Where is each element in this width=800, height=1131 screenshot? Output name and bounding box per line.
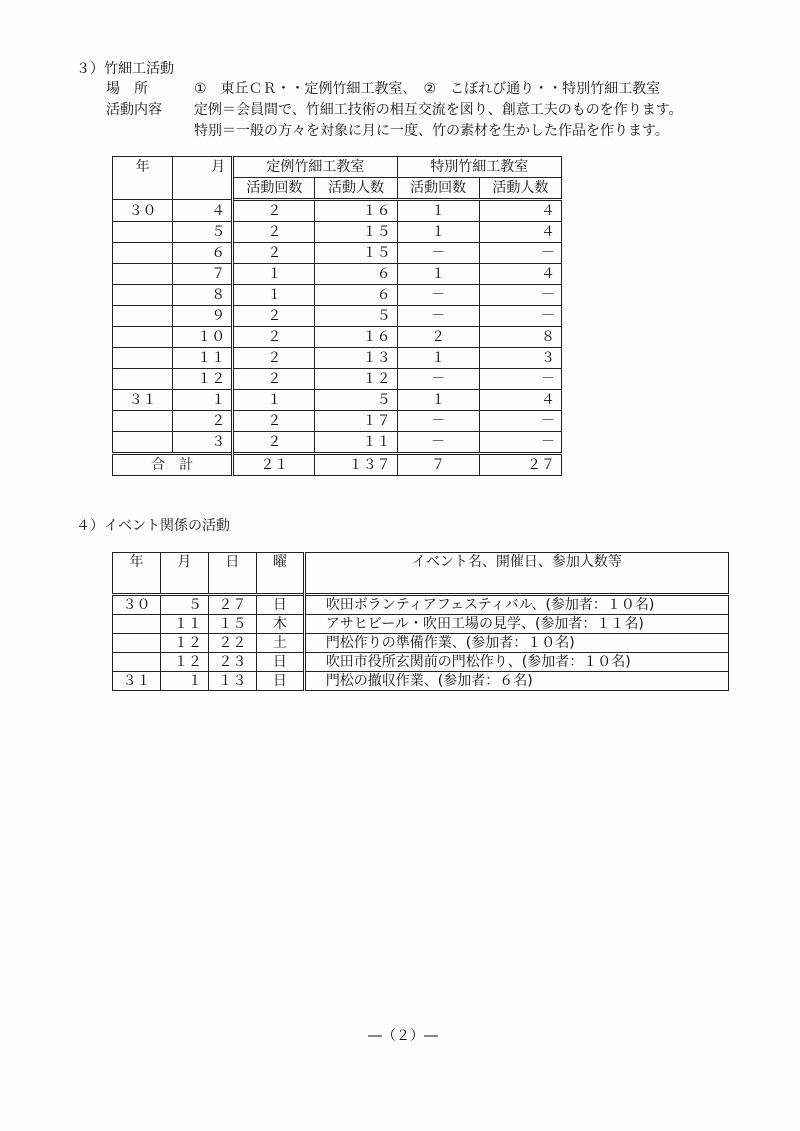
row-month: １ xyxy=(173,390,233,411)
row-regular-people: ６ xyxy=(315,264,397,285)
event-weekday: 日 xyxy=(256,595,304,615)
total-row xyxy=(113,454,562,476)
row-regular-count: ２ xyxy=(233,327,315,348)
table-row xyxy=(113,222,562,243)
section3-title: ３）竹細工活動 xyxy=(76,61,174,77)
header-regular-count: 活動回数 xyxy=(233,178,315,200)
row-year xyxy=(113,285,173,306)
place-text: ① 東丘ＣＲ・・定例竹細工教室、 ② こぼれび通り・・特別竹細工教室 xyxy=(194,81,661,97)
event-year xyxy=(113,634,161,653)
row-month: ２ xyxy=(173,411,233,432)
row-month: ５ xyxy=(173,222,233,243)
row-special-people: － xyxy=(479,369,561,390)
row-special-people: － xyxy=(479,411,561,432)
row-special-count: － xyxy=(397,306,479,327)
event-header-weekday: 曜 xyxy=(256,553,304,595)
row-year xyxy=(113,306,173,327)
row-year xyxy=(113,369,173,390)
row-special-count: － xyxy=(397,411,479,432)
row-year xyxy=(113,348,173,369)
row-month: ８ xyxy=(173,285,233,306)
event-description: アサヒビール・吹田工場の見学、(参加者：１１名) xyxy=(304,615,728,634)
row-special-people: － xyxy=(479,243,561,264)
table-row xyxy=(113,243,562,264)
total-special-people: ２７ xyxy=(479,454,561,476)
row-regular-count: ２ xyxy=(233,306,315,327)
row-special-count: － xyxy=(397,369,479,390)
row-month: １２ xyxy=(173,369,233,390)
row-special-people: － xyxy=(479,432,561,454)
row-year xyxy=(113,411,173,432)
row-regular-people: １５ xyxy=(315,222,397,243)
header-year: 年 xyxy=(113,157,173,200)
row-regular-people: １２ xyxy=(315,369,397,390)
row-special-count: １ xyxy=(397,222,479,243)
event-year xyxy=(113,615,161,634)
event-row xyxy=(113,672,729,691)
row-year: ３１ xyxy=(113,390,173,411)
event-description: 吹田ボランティアフェスティバル、(参加者：１０名) xyxy=(304,595,728,615)
row-regular-count: ２ xyxy=(233,243,315,264)
row-special-people: ８ xyxy=(479,327,561,348)
event-month: １１ xyxy=(160,615,208,634)
event-row xyxy=(113,615,729,634)
event-header-month: 月 xyxy=(160,553,208,595)
header-special-count: 活動回数 xyxy=(397,178,479,200)
event-month: １ xyxy=(160,672,208,691)
row-special-count: １ xyxy=(397,264,479,285)
event-description: 門松の撤収作業、(参加者：６名) xyxy=(304,672,728,691)
event-header-year: 年 xyxy=(113,553,161,595)
row-year: ３０ xyxy=(113,200,173,222)
event-month: ５ xyxy=(160,595,208,615)
place-label: 場 所 xyxy=(106,81,148,97)
table-row xyxy=(113,306,562,327)
header-special-people: 活動人数 xyxy=(479,178,561,200)
table-row xyxy=(113,200,562,222)
activity-line2: 特別＝一般の方々を対象に月に一度、竹の素材を生かした作品を作ります。 xyxy=(194,123,669,139)
row-month: １１ xyxy=(173,348,233,369)
row-regular-people: ６ xyxy=(315,285,397,306)
row-month: ６ xyxy=(173,243,233,264)
event-description: 門松作りの準備作業、(参加者：１０名) xyxy=(304,634,728,653)
row-year xyxy=(113,327,173,348)
row-regular-count: １ xyxy=(233,285,315,306)
event-row xyxy=(113,595,729,615)
row-special-count: １ xyxy=(397,348,479,369)
activity-label: 活動内容 xyxy=(106,102,162,118)
row-special-count: ２ xyxy=(397,327,479,348)
table-row xyxy=(113,390,562,411)
event-year: ３１ xyxy=(113,672,161,691)
row-regular-people: ５ xyxy=(315,306,397,327)
event-day: ２３ xyxy=(208,653,256,672)
total-label: 合 計 xyxy=(113,454,233,476)
row-month: ７ xyxy=(173,264,233,285)
event-description: 吹田市役所玄関前の門松作り、(参加者：１０名) xyxy=(304,653,728,672)
row-year xyxy=(113,222,173,243)
row-special-count: － xyxy=(397,243,479,264)
bamboo-activity-table xyxy=(112,156,562,476)
event-weekday: 日 xyxy=(256,672,304,691)
row-year xyxy=(113,432,173,454)
event-month: １２ xyxy=(160,634,208,653)
total-special-count: ７ xyxy=(397,454,479,476)
event-day: ２７ xyxy=(208,595,256,615)
row-regular-people: １３ xyxy=(315,348,397,369)
table-row xyxy=(113,369,562,390)
row-regular-count: ２ xyxy=(233,369,315,390)
row-regular-count: ２ xyxy=(233,348,315,369)
header-regular-class: 定例竹細工教室 xyxy=(233,157,397,178)
table-row xyxy=(113,432,562,454)
row-special-count: － xyxy=(397,285,479,306)
activity-line1: 定例＝会員間で、竹細工技術の相互交流を図り、創意工夫のものを作ります。 xyxy=(194,102,683,118)
row-special-people: ４ xyxy=(479,390,561,411)
event-weekday: 日 xyxy=(256,653,304,672)
section4-title: ４）イベント関係の活動 xyxy=(76,518,230,534)
row-regular-count: ２ xyxy=(233,222,315,243)
event-month: １２ xyxy=(160,653,208,672)
event-weekday: 木 xyxy=(256,615,304,634)
row-month: ３ xyxy=(173,432,233,454)
row-special-people: － xyxy=(479,285,561,306)
row-special-people: ３ xyxy=(479,348,561,369)
row-month: ４ xyxy=(173,200,233,222)
event-day: ２２ xyxy=(208,634,256,653)
row-special-count: １ xyxy=(397,390,479,411)
header-special-class: 特別竹細工教室 xyxy=(397,157,561,178)
row-special-people: － xyxy=(479,306,561,327)
event-weekday: 土 xyxy=(256,634,304,653)
event-year: ３０ xyxy=(113,595,161,615)
row-year xyxy=(113,243,173,264)
header-regular-people: 活動人数 xyxy=(315,178,397,200)
header-month: 月 xyxy=(173,157,233,200)
event-header-day: 日 xyxy=(208,553,256,595)
row-special-people: ４ xyxy=(479,200,561,222)
row-regular-count: ２ xyxy=(233,200,315,222)
row-month: ９ xyxy=(173,306,233,327)
row-special-count: １ xyxy=(397,200,479,222)
event-day: １５ xyxy=(208,615,256,634)
table-row xyxy=(113,411,562,432)
total-regular-people: １３７ xyxy=(315,454,397,476)
row-regular-count: ２ xyxy=(233,432,315,454)
row-regular-count: １ xyxy=(233,264,315,285)
row-regular-people: １６ xyxy=(315,200,397,222)
total-regular-count: ２１ xyxy=(233,454,315,476)
table-row xyxy=(113,327,562,348)
table-row xyxy=(113,348,562,369)
row-special-people: ４ xyxy=(479,222,561,243)
row-month: １０ xyxy=(173,327,233,348)
event-year xyxy=(113,653,161,672)
row-regular-count: ２ xyxy=(233,411,315,432)
table-row xyxy=(113,264,562,285)
page-number: ―（２）― xyxy=(368,1028,438,1044)
row-regular-people: １６ xyxy=(315,327,397,348)
row-regular-people: １５ xyxy=(315,243,397,264)
row-regular-people: １１ xyxy=(315,432,397,454)
row-special-count: － xyxy=(397,432,479,454)
row-regular-count: １ xyxy=(233,390,315,411)
event-header-name: イベント名、開催日、参加人数等 xyxy=(304,553,728,595)
event-row xyxy=(113,653,729,672)
event-row xyxy=(113,634,729,653)
row-regular-people: １７ xyxy=(315,411,397,432)
row-regular-people: ５ xyxy=(315,390,397,411)
row-year xyxy=(113,264,173,285)
event-day: １３ xyxy=(208,672,256,691)
event-activity-table xyxy=(112,552,729,691)
table-row xyxy=(113,285,562,306)
row-special-people: ４ xyxy=(479,264,561,285)
